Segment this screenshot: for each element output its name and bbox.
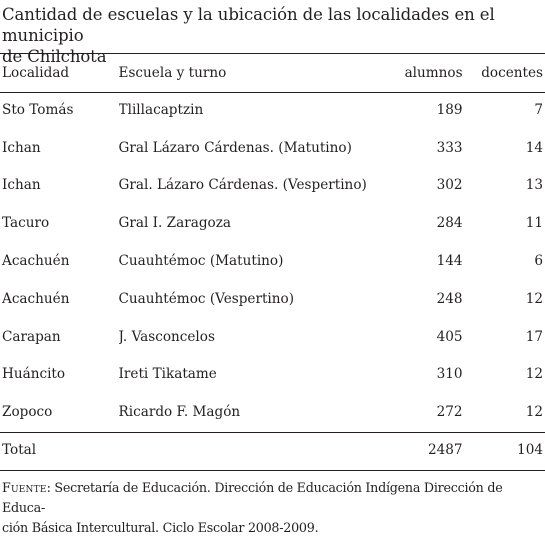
cell-localidad: Ichan bbox=[2, 177, 41, 194]
cell-localidad: Acachuén bbox=[2, 253, 70, 270]
total-label: Total bbox=[2, 442, 37, 459]
source-line-1 bbox=[2, 478, 543, 518]
cell-alumnos: 284 bbox=[436, 215, 463, 232]
cell-alumnos: 144 bbox=[436, 253, 463, 270]
cell-localidad: Carapan bbox=[2, 328, 61, 345]
cell-escuela: Tlillacaptzin bbox=[118, 101, 204, 118]
table-row bbox=[0, 204, 545, 242]
cell-escuela: J. Vasconcelos bbox=[118, 328, 215, 345]
cell-localidad: Tacuro bbox=[2, 215, 50, 232]
cell-alumnos: 189 bbox=[436, 101, 463, 118]
header-docentes: docentes bbox=[481, 64, 543, 81]
table-row bbox=[0, 167, 545, 205]
total-empty-cell bbox=[119, 431, 367, 469]
caption-line-1: Cantidad de escuelas y la ubicación de las localidades en el municipio bbox=[2, 5, 495, 45]
cell-docentes: 14 bbox=[525, 139, 543, 156]
table-row bbox=[0, 242, 545, 280]
cell-localidad: Acachuén bbox=[2, 290, 70, 307]
total-alumnos: 2487 bbox=[427, 442, 463, 459]
table-bottom-rule bbox=[0, 470, 545, 471]
table-row bbox=[0, 393, 545, 431]
cell-escuela: Cuauhtémoc (Vespertino) bbox=[118, 290, 295, 307]
cell-alumnos: 302 bbox=[436, 177, 463, 194]
cell-localidad: Ichan bbox=[2, 139, 41, 156]
table-row bbox=[0, 129, 545, 167]
source-note bbox=[2, 478, 543, 538]
cell-alumnos: 310 bbox=[436, 366, 463, 383]
cell-escuela: Gral. Lázaro Cárdenas. (Vespertino) bbox=[118, 177, 367, 194]
cell-docentes: 17 bbox=[525, 328, 543, 345]
cell-docentes: 12 bbox=[525, 404, 543, 421]
cell-alumnos: 248 bbox=[436, 290, 463, 307]
table-total-row bbox=[0, 431, 545, 469]
schools-table bbox=[0, 54, 545, 469]
cell-escuela: Ireti Tikatame bbox=[118, 366, 217, 383]
cell-alumnos: 272 bbox=[436, 404, 463, 421]
cell-localidad: Huáncito bbox=[2, 366, 66, 383]
header-localidad: Localidad bbox=[2, 64, 70, 81]
source-text: : Secretaría de Educación. Dirección de Educación Indígena Dirección de Educa- bbox=[2, 480, 503, 515]
cell-escuela: Cuauhtémoc (Matutino) bbox=[118, 253, 284, 270]
table-row bbox=[0, 318, 545, 356]
source-label: Fuente bbox=[2, 480, 47, 495]
cell-escuela: Ricardo F. Magón bbox=[118, 404, 241, 421]
cell-alumnos: 333 bbox=[436, 139, 463, 156]
cell-alumnos: 405 bbox=[436, 328, 463, 345]
cell-docentes: 13 bbox=[525, 177, 543, 194]
cell-localidad: Zopoco bbox=[2, 404, 53, 421]
table-row bbox=[0, 356, 545, 394]
cell-escuela: Gral I. Zaragoza bbox=[118, 215, 231, 232]
table-row bbox=[0, 91, 545, 129]
header-escuela: Escuela y turno bbox=[118, 64, 227, 81]
header-alumnos: alumnos bbox=[404, 64, 463, 81]
source-line-2: ción Básica Intercultural. Ciclo Escolar 2008-2009. bbox=[2, 520, 319, 535]
cell-docentes: 12 bbox=[525, 290, 543, 307]
cell-docentes: 7 bbox=[534, 101, 543, 118]
table-header-row bbox=[0, 54, 545, 91]
cell-docentes: 6 bbox=[534, 253, 543, 270]
cell-docentes: 12 bbox=[525, 366, 543, 383]
table-row bbox=[0, 280, 545, 318]
cell-localidad: Sto Tomás bbox=[2, 101, 74, 118]
total-docentes: 104 bbox=[517, 442, 543, 459]
cell-docentes: 11 bbox=[525, 215, 543, 232]
cell-escuela: Gral Lázaro Cárdenas. (Matutino) bbox=[118, 139, 352, 156]
caption-line-2: de Chilchota bbox=[2, 47, 107, 66]
